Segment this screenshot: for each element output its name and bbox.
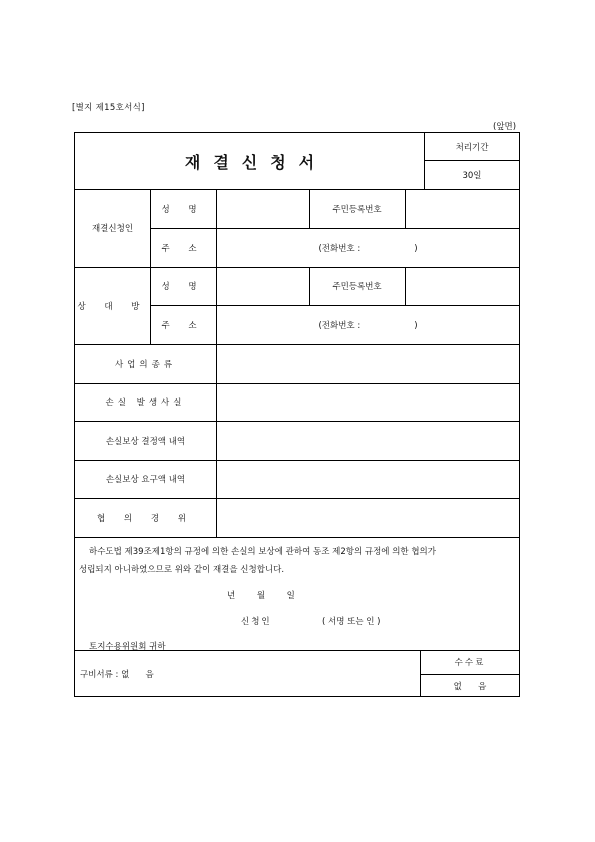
sign-note: ( 서명 또는 인 ): [322, 617, 381, 627]
rule: [75, 537, 520, 538]
loss-fact-field[interactable]: [216, 383, 520, 421]
page-side-label: (앞면): [493, 122, 517, 132]
applicant-name-field[interactable]: [216, 189, 309, 228]
opponent-name-field[interactable]: [216, 267, 309, 305]
date-line: 년 월 일: [227, 591, 295, 601]
form-title: 재결신청서: [184, 152, 328, 172]
applicant-phone-field[interactable]: (전화번호 : ): [318, 243, 418, 254]
consultation-field[interactable]: [216, 498, 520, 537]
applicant-id-label: 주민등록번호: [332, 204, 382, 215]
attachments-label: 구비서류 : 없 음: [80, 669, 154, 680]
processing-period-label: 처리기간: [455, 142, 489, 153]
opponent-phone-field[interactable]: (전화번호 : ): [318, 320, 418, 331]
processing-period-value: 30일: [462, 170, 482, 181]
form-number-label: [별지 제15호서식]: [72, 103, 145, 113]
applicant-id-field[interactable]: [405, 189, 520, 228]
statement-line-2: 성립되지 아니하였으므로 위와 같이 재결을 신청합니다.: [79, 565, 285, 575]
fee-label: 수수료: [454, 658, 486, 668]
applicant-address-label: 주 소: [161, 243, 205, 254]
applicant-name-label: 성 명: [161, 204, 205, 215]
opponent-id-label: 주민등록번호: [332, 282, 382, 292]
fee-value: 없 음: [453, 681, 487, 692]
applicant-sign-label: 신청인: [241, 617, 272, 627]
consultation-label: 협 의 경 위: [97, 513, 194, 524]
business-type-field[interactable]: [216, 344, 520, 383]
opponent-name-label: 성 명: [161, 282, 205, 292]
requested-amount-label: 손실보상 요구액 내역: [105, 475, 186, 485]
requested-amount-field[interactable]: [216, 460, 520, 498]
opponent-label: 상 대 방: [77, 301, 148, 312]
applicant-label: 재결신청인: [91, 224, 134, 234]
opponent-address-label: 주 소: [161, 320, 205, 331]
decided-amount-field[interactable]: [216, 421, 520, 460]
application-form: [74, 132, 520, 697]
decided-amount-label: 손실보상 결정액 내역: [105, 436, 186, 447]
loss-fact-label: 손실 발생사실: [105, 398, 186, 408]
statement-line-1: 하수도법 제39조제1항의 규정에 의한 손실의 보상에 관하여 동조 제2항의 규정에 의한 협의가: [89, 547, 436, 557]
business-type-label: 사업의종류: [114, 359, 177, 370]
recipient-line: 토지수용위원회 귀하: [89, 642, 166, 652]
opponent-id-field[interactable]: [405, 267, 520, 305]
